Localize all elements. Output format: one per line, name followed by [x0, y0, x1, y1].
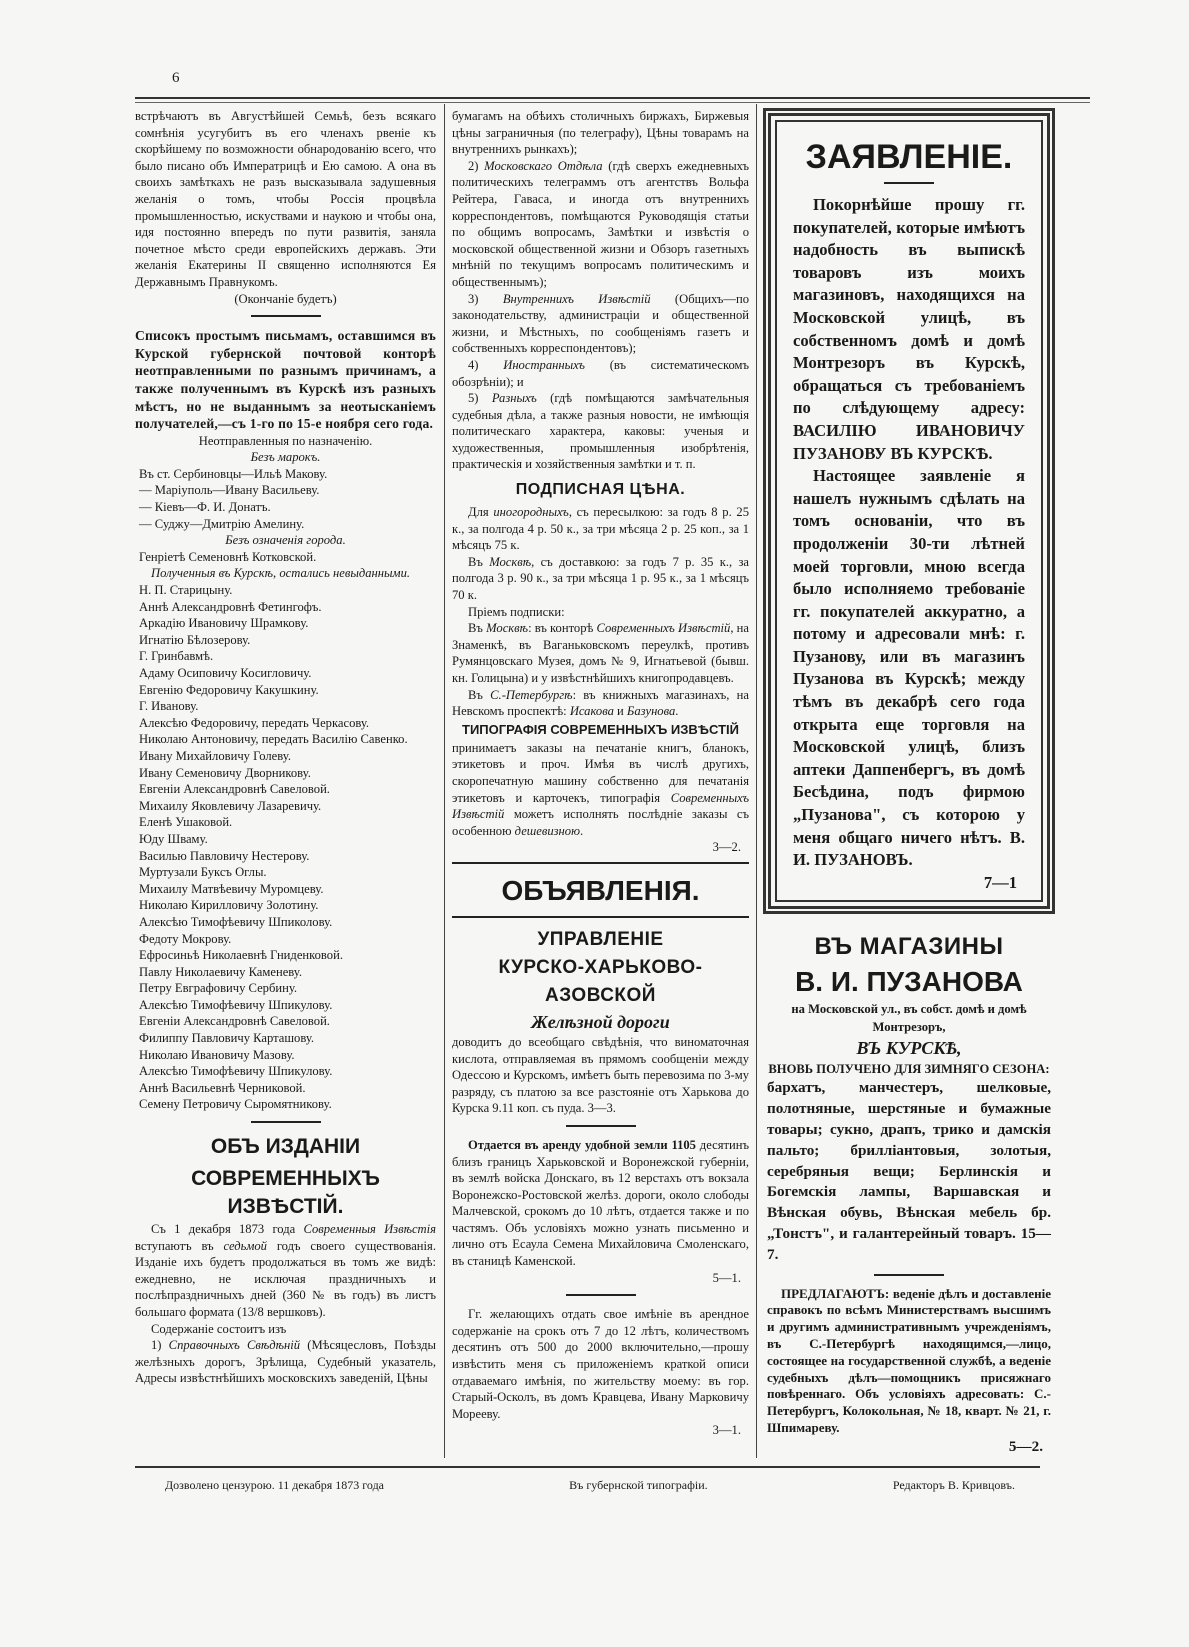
- list-item: Алексѣю Тимофѣевичу Шпиколову.: [139, 914, 333, 929]
- heading: [452, 720, 749, 740]
- insertion-count: [452, 839, 749, 856]
- text-run: Справочныхъ Свѣдѣній: [168, 1338, 301, 1353]
- text-run: ОБЪЯВЛЕНІЯ.: [501, 874, 700, 906]
- text-run: принимаетъ заказы на печатаніе книгъ, бланокъ, этикетовъ и проч. Имѣя въ числѣ другихъ, скоропечатную машину собственно для печатанія этикетовъ и карточекъ, типографія: [452, 740, 749, 805]
- text-run: , на Знаменкѣ, въ Ваганьковскомъ переулкѣ, противъ Румянцовскаго Музея, домъ № 9, Игнатьевой (бывш. кн. Голицына) и у извѣстнѣйшихъ книгопродавцевъ.: [452, 621, 749, 685]
- text-run: : въ книжныхъ магазинахъ, на Невскомъ проспектѣ:: [452, 687, 750, 719]
- right-column: [757, 104, 1055, 1458]
- text-run: 5—1.: [712, 1270, 741, 1285]
- divider-rule: [251, 1121, 321, 1123]
- heading: [793, 134, 1025, 180]
- paragraph: [452, 604, 749, 621]
- text-run: СОВРЕМЕННЫХЪ ИЗВѢСТІЙ.: [191, 1167, 380, 1219]
- paragraph: [452, 390, 749, 473]
- text-run: десятинъ близъ границъ Харьковской и Воронежской губерніи, въ землѣ войска Донскаго, въ 12 верстахъ отъ вокзала Воронежско-Ростовской желѣз. дороги, около слободы Малчевской, срокомъ до 10 лѣтъ, отдается также и по частямъ. Объ условіяхъ можно узнать письменно и лично отъ Есаула Семена Михайловича Смоленскаго, въ станицѣ Каменской.: [452, 1137, 749, 1269]
- text-run: Современныхъ Извѣстій: [452, 790, 749, 822]
- text-run: Съ 1 декабря 1873 года: [151, 1222, 304, 1237]
- heading: [452, 872, 749, 910]
- list-item: Николаю Ивановичу Мазову.: [139, 1047, 295, 1062]
- text-run: ПОДПИСНАЯ ЦѢНА.: [515, 481, 686, 499]
- text-run: дешевизною: [514, 823, 580, 838]
- paragraph: [135, 327, 436, 433]
- paragraph: [135, 291, 436, 308]
- heading: [452, 926, 749, 954]
- text-run: доводитъ до всеобщаго свѣдѣнія, что виноматочная кислота, отправляемая въ прямомъ сообщеніи между Одессою и Курскомъ, имѣетъ быть перевозима по 3-му разряду, съ платою за все разстояніе отъ Харькова до Курска 9.11 коп. съ пуда. 3—3.: [452, 1034, 749, 1116]
- heading: [135, 1165, 436, 1221]
- paragraph: [452, 1137, 749, 1270]
- announcement-text: [793, 134, 1025, 894]
- heading: [452, 479, 749, 501]
- text-run: 5—2.: [1008, 1437, 1043, 1455]
- paragraph: [767, 1000, 1051, 1036]
- list-item: — Маріуполь—Ивану Васильеву.: [139, 483, 320, 498]
- text-run: (гдѣ сверхъ ежедневныхъ политическихъ телеграммъ отъ агентствъ Вольфа Рейтера, Гаваса, и иногда отъ внутреннихъ корреспондентовъ, помѣщаются Руководящія статьи по общимъ вопросамъ, Замѣтки и извѣстія о московской общественной жизни и Обзоръ газетныхъ мнѣній по текущимъ вопросамъ политическимъ и общественнымъ);: [452, 158, 749, 289]
- text-run: ВЪ МАГАЗИНЫ: [814, 933, 1004, 961]
- list-item: Семену Петровичу Сыромятникову.: [139, 1097, 332, 1112]
- text-run: (Мѣсяцесловъ, Поѣзды желѣзныхъ дорогъ, Зрѣлища, Судебный указатель, Адресы извѣстнѣйшихъ московскихъ заведеній, Цѣны: [135, 1338, 437, 1386]
- text-run: 5): [468, 391, 492, 406]
- list-item: Аннѣ Александровнѣ Фетингофъ.: [139, 599, 322, 614]
- list-item: Филиппу Павловичу Карташову.: [139, 1031, 315, 1046]
- paragraph: [452, 740, 749, 840]
- list-item: Ивану Семеновичу Дворникову.: [139, 765, 311, 780]
- announcement-box: [763, 108, 1055, 914]
- middle-column: [445, 104, 757, 1458]
- text-run: В. И. ПУЗАНОВА: [795, 966, 1023, 998]
- text-run: 2): [468, 158, 485, 173]
- footer-printer: Въ губернской типографіи.: [569, 1477, 708, 1492]
- text-run: (Окончаніе будетъ): [234, 291, 337, 306]
- text-run: можетъ исполнять послѣдніе заказы съ особенною: [452, 807, 749, 838]
- right-column-ads: [763, 930, 1055, 1457]
- list-item: Адаму Осиповичу Косигловичу.: [139, 666, 312, 680]
- text-run: Московскаго Отдѣла: [484, 158, 603, 173]
- text-run: Разныхъ: [491, 391, 537, 406]
- list-item: Муртузали Буксъ Оглы.: [139, 865, 267, 880]
- text-run: Отдается въ аренду удобной земли 1105: [468, 1137, 696, 1152]
- list-item: — Кіевъ—Ф. И. Донатъ.: [139, 500, 271, 515]
- list-item: Аннѣ Васильевнѣ Черниковой.: [139, 1080, 306, 1095]
- list-item: Игнатію Бѣлозерову.: [139, 632, 251, 647]
- paragraph: [452, 554, 749, 604]
- text-run: Въ: [468, 554, 490, 569]
- text-run: Безъ марокъ.: [250, 450, 321, 465]
- text-run: 3—2.: [712, 840, 741, 855]
- list-item: Михаилу Матвѣевичу Муромцеву.: [139, 881, 324, 896]
- footer: [135, 1468, 1015, 1513]
- divider-rule: [566, 1294, 636, 1296]
- page-body: [135, 104, 1055, 1513]
- paragraph: [452, 620, 749, 686]
- text-run: 4): [468, 357, 504, 372]
- text-run: ЗАЯВЛЕНІЕ.: [805, 138, 1013, 176]
- heading: [135, 1133, 436, 1161]
- text-run: ОБЪ ИЗДАНІИ: [210, 1135, 361, 1159]
- text-run: (Общихъ—по законодательству, администраціи и общественной жизни, и Мѣстныхъ, по сообщеніямъ газетъ и собственныхъ корреспондентовъ);: [452, 291, 750, 356]
- heading: [767, 964, 1051, 1000]
- list-item: Г. Иванову.: [139, 699, 199, 714]
- list-item: Ивану Михайловичу Голеву.: [139, 748, 291, 763]
- left-column: [135, 104, 445, 1458]
- list-item: Алексѣю Тимофѣевичу Шпикулову.: [139, 1064, 333, 1079]
- text-run: Базунова: [626, 704, 676, 719]
- list-item: Юду Шваму.: [139, 831, 208, 846]
- list-item: Федоту Мокрову.: [139, 931, 232, 946]
- heading: [452, 954, 749, 1010]
- list-item: Ефросиньѣ Николаевнѣ Гниденковой.: [139, 948, 343, 963]
- text-run: встрѣчаютъ въ Августѣйшей Семьѣ, безъ всякаго сомнѣнія усугубитъ въ его членахъ рвеніе къ скорѣйшему по возможности обнародованію всего, что было писано объ Императрицѣ и Ею самою. А она въ своихъ замѣткахъ не разъ высказывала задушевныя желанія о томъ, чтобы Россія процвѣла промышленностью, искуствами и наукою и чтобы она, идя постоянно впередъ по пути развитія, заняла почетное мѣсто среди европейскихъ державъ. Эти желанія Екатерины II священно исполняются Ея Державнымъ Правнукомъ.: [135, 109, 436, 289]
- text-run: годъ своего существованія. Изданіе ихъ будетъ продолжаться въ томъ же видѣ: ежедневно, не исключая праздничныхъ и послѣпраздничныхъ дней (360 № въ годъ) въ листъ большаго формата (13/8 вершковъ).: [135, 1238, 436, 1319]
- text-run: бархатъ, манчестеръ, шелковые, полотняные, шерстяные и бумажные товары; сукно, драпъ, трико и дамскія пальто; брилліантовыя, золотыя, серебряныя вещи; Берлинскія и Богемскія лампы, Варшавская и Вѣнская обувь, Вѣнская мебель бр. „Тонстъ", и галантерейный товаръ. 15—7.: [767, 1079, 1051, 1263]
- text-run: (гдѣ помѣщаются замѣчательныя судебныя дѣла, а также разныя новости, не имѣющія политическаго характера, каковы: ученыя и художественныя, промышленныя изобрѣтенія, практическія и хозяйственныя замѣтки и т. п.: [452, 391, 750, 472]
- paragraph: [767, 1060, 1051, 1078]
- list-item: — Суджу—Дмитрію Амелину.: [139, 516, 305, 531]
- heading: [767, 1036, 1051, 1060]
- divider-rule: [566, 1125, 636, 1127]
- insertion-count: [793, 872, 1025, 895]
- paragraph: [452, 1034, 749, 1117]
- list-item: Въ ст. Сербиновцы—Ильѣ Макову.: [139, 466, 328, 481]
- text-run: 3—1.: [712, 1423, 741, 1438]
- text-run: ТИПОГРАФІЯ СОВРЕМЕННЫХЪ ИЗВѢСТІЙ: [462, 721, 739, 737]
- footer-editor: Редакторъ В. Кривцовъ.: [892, 1477, 1015, 1492]
- heading: [452, 1010, 749, 1034]
- paragraph: [135, 108, 436, 291]
- text-run: Исакова: [569, 704, 614, 719]
- columns: [135, 104, 1055, 1458]
- text-run: вступаютъ въ: [135, 1238, 224, 1253]
- paragraph: [135, 1321, 436, 1338]
- text-run: Покорнѣйше прошу гг. покупателей, которые имѣютъ надобность въ выпискѣ товаровъ изъ моихъ магазиновъ, находящихся на Московской улицѣ, въ собственномъ домѣ и домѣ Монтрезоръ въ Курскѣ, обращаться съ требованіемъ по слѣдующему адресу:: [793, 195, 1025, 418]
- list-item: Аркадію Ивановичу Шрамкову.: [139, 616, 309, 631]
- text-run: Списокъ простымъ письмамъ, оставшимся въ Курской губернской почтовой конторѣ неотправленными по разнымъ причинамъ, а также полученнымъ въ Курскѣ изъ разныхъ мѣстъ, но не выданнымъ за неотысканіемъ получателей,—съ 1-го по 15-е ноября сего года.: [135, 328, 436, 432]
- list-item: Н. П. Старицыну.: [139, 583, 233, 598]
- text-run: Полученныя въ Курскѣ, остались невыданными.: [151, 566, 411, 581]
- text-run: Иностранныхъ: [503, 357, 585, 372]
- text-run: .: [675, 704, 679, 719]
- text-run: иногородныхъ: [493, 505, 569, 520]
- insertion-count: [767, 1437, 1051, 1458]
- list-item: Николаю Антоновичу, передать Василію Савенко.: [139, 732, 408, 747]
- divider-rule: [452, 916, 749, 918]
- divider-rule: [452, 862, 749, 864]
- text-run: КУРСКО-ХАРЬКОВО-АЗОВСКОЙ: [498, 956, 703, 1006]
- footer-censor: Дозволено цензурою. 11 декабря 1873 года: [165, 1477, 385, 1492]
- list-item: Алексѣю Федоровичу, передать Черкасову.: [139, 715, 370, 730]
- list-item: Евгеніи Александровнѣ Савеловой.: [139, 782, 330, 797]
- text-run: Москвѣ: [486, 621, 529, 636]
- insertion-count: [452, 1270, 749, 1287]
- text-run: ПРЕДЛАГАЮТЪ:: [781, 1285, 890, 1301]
- list-item: Еленѣ Ушаковой.: [139, 815, 233, 830]
- text-run: веденіе дѣлъ и доставленіе справокъ по всѣмъ Министерствамъ высшимъ и другимъ административнымъ учрежденіямъ, въ С.-Петербургѣ находящимся,—лицо, состоящее на государственной службѣ, а веденіе судебныхъ дѣлъ—помощникъ присяжнаго повѣреннаго. Объ условіяхъ адресовать: С.-Петербургъ, Колокольная, № 18, кварт. № 21, г. Шпимареву.: [767, 1285, 1051, 1435]
- list-item: Генріетѣ Семеновнѣ Котковской.: [139, 549, 317, 564]
- list-item: Алексѣю Тимофѣевичу Шпикулову.: [139, 997, 333, 1012]
- top-rule: [135, 97, 1090, 103]
- text-run: Пріемъ подписки:: [468, 604, 565, 619]
- text-run: и: [613, 704, 627, 719]
- heading: [767, 930, 1051, 964]
- paragraph: [135, 532, 436, 549]
- divider-rule: [884, 182, 934, 184]
- text-run: Желѣзной дороги: [531, 1011, 670, 1032]
- text-run: Неотправленныя по назначенію.: [198, 433, 373, 448]
- text-run: Содержаніе состоитъ изъ: [151, 1321, 287, 1336]
- text-run: 3): [468, 291, 503, 306]
- text-run: Для: [468, 505, 494, 520]
- paragraph: [793, 465, 1025, 872]
- text-run: С.-Петербургѣ: [490, 687, 573, 702]
- list-item: Евгеніи Александровнѣ Савеловой.: [139, 1014, 330, 1029]
- text-run: .: [579, 823, 584, 838]
- text-run: Настоящее заявленіе я нашелъ нужнымъ сдѣлать на томъ основаніи, что въ продолженіи 30-ти лѣтней моей торговли, мною всегда было исполняемо требованіе гг. покупателей аккуратно, а потому и адресовали мнѣ: г. Пузанову, или въ магазинъ Пузанова въ Курскѣ; между тѣмъ въ декабрѣ сего года открыта еще торговля на Московской улицѣ, близъ аптеки Даппенбергъ, въ домѣ Бесѣдина, подъ фирмою „Пузанова", съ которою у меня общаго ничего нѣтъ. В. И. ПУЗАНОВЪ.: [793, 466, 1025, 870]
- text-run: Гг. желающихъ отдать свое имѣніе въ арендное содержаніе на срокъ отъ 7 до 12 лѣтъ, количествомъ десятинъ отъ 500 до 2000 включительно,—прошу извѣстить меня съ приложеніемъ краткой описи отдаваемаго имѣнія, по жительству моему: въ гор. Старый-Осколъ, въ домъ Кравцева, Ивану Марковичу Морееву.: [452, 1307, 749, 1421]
- paragraph: [135, 449, 436, 466]
- text-run: Современныя Извѣстія: [303, 1222, 437, 1237]
- text-run: Въ: [468, 687, 491, 702]
- paragraph: [135, 565, 436, 582]
- list-item: Михаилу Яковлевичу Лазаревичу.: [139, 798, 322, 813]
- text-run: Въ: [468, 621, 487, 636]
- text-run: , съ пересылкою: за годъ 8 р. 25 к., за полгода 4 р. 50 к., за три мѣсяца 2 р. 25 коп., за 1 мѣсяцъ 75 к.: [452, 505, 749, 553]
- text-run: ВНОВЬ ПОЛУЧЕНО ДЛЯ ЗИМНЯГО СЕЗОНА:: [768, 1062, 1050, 1077]
- text-run: 7—1: [983, 872, 1017, 892]
- paragraph: [452, 158, 749, 291]
- paragraph: [767, 1078, 1051, 1265]
- text-run: (въ систематическомъ обозрѣніи); и: [452, 357, 750, 389]
- text-run: Москвѣ: [489, 554, 532, 569]
- text-run: ВАСИЛІЮ ИВАНОВИЧУ ПУЗАНОВУ ВЪ КУРСКѢ.: [793, 420, 1025, 463]
- text-run: ВЪ КУРСКѢ,: [856, 1038, 962, 1059]
- list-item: Г. Гринбавмѣ.: [139, 649, 214, 664]
- paragraph: [452, 108, 749, 158]
- text-run: бумагамъ на обѣихъ столичныхъ биржахъ, Биржевыя цѣны заграничныя (по телеграфу), Цѣны товарамъ на внутреннихъ рынкахъ);: [452, 109, 749, 157]
- text-run: : въ конторѣ: [528, 621, 597, 636]
- text-run: Современныхъ Извѣстій: [596, 621, 731, 636]
- text-run: Внутреннихъ Извѣстій: [502, 291, 651, 306]
- paragraph: [135, 433, 436, 450]
- text-run: седьмой: [223, 1238, 267, 1253]
- list-item: Павлу Николаевичу Каменеву.: [139, 964, 302, 979]
- text-run: , съ доставкою: за годъ 7 р. 35 к., за полгода 3 р. 90 к., за три мѣсяца 1 р. 95 к., за 1 мѣсяцъ 70 к.: [452, 554, 750, 603]
- paragraph: [452, 291, 749, 357]
- page-number: 6: [172, 70, 180, 86]
- text-run: на Московской ул., въ собст. домѣ и домѣ Монтрезоръ,: [791, 1002, 1027, 1035]
- divider-rule: [251, 315, 321, 317]
- list-item: Петру Евграфовичу Сербину.: [139, 981, 298, 996]
- text-run: 1): [151, 1338, 169, 1353]
- text-run: Безъ означенія города.: [225, 533, 346, 548]
- paragraph: [135, 1337, 436, 1387]
- paragraph: [452, 687, 749, 720]
- paragraph: [452, 357, 749, 390]
- divider-rule: [874, 1274, 944, 1276]
- paragraph: [452, 1306, 749, 1422]
- text-run: УПРАВЛЕНІЕ: [537, 928, 664, 950]
- list-item: Василью Павловичу Нестерову.: [139, 848, 310, 863]
- paragraph: [452, 504, 749, 554]
- paragraph: [135, 1221, 436, 1321]
- list-item: Николаю Кирилловичу Золотину.: [139, 898, 319, 913]
- list-item: Евгенію Федоровичу Какушкину.: [139, 682, 319, 697]
- paragraph: [767, 1286, 1051, 1437]
- insertion-count: [452, 1422, 749, 1439]
- paragraph: [793, 194, 1025, 465]
